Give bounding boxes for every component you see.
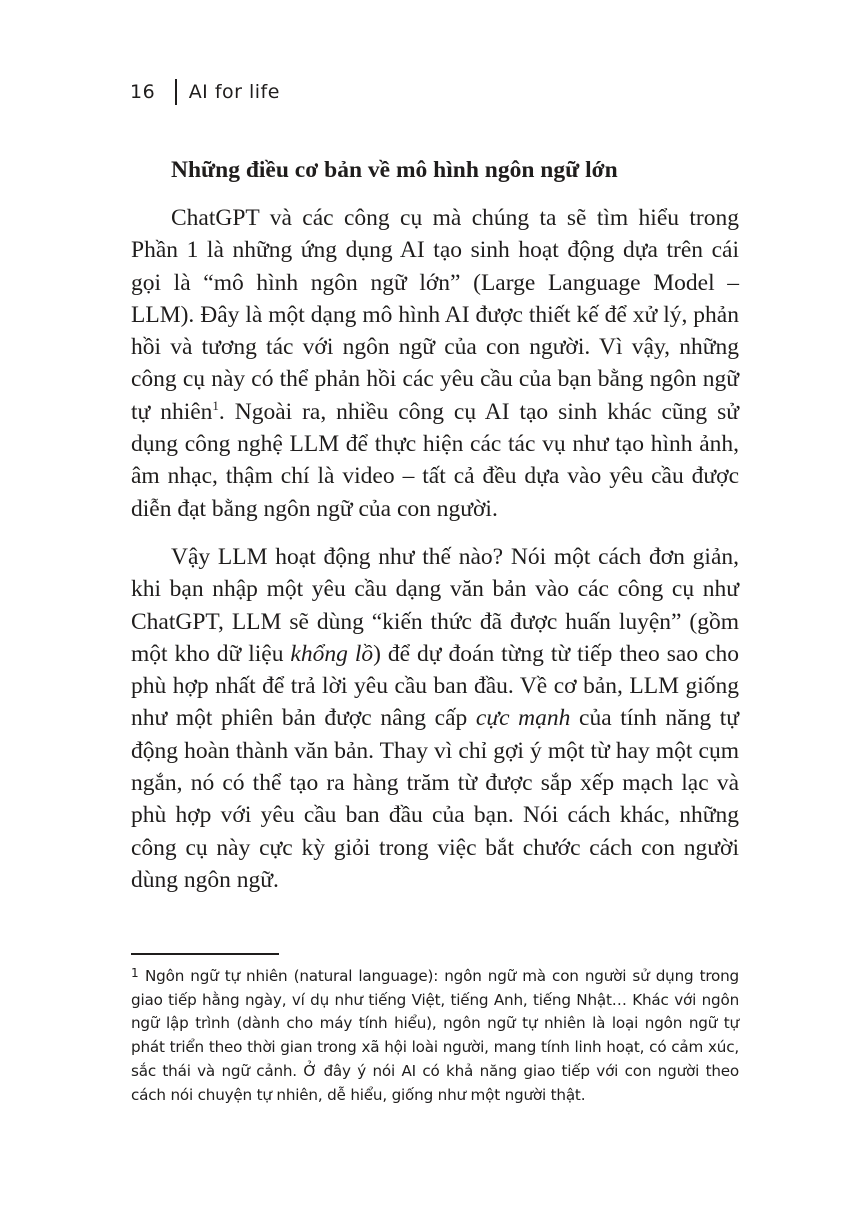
paragraph-2-emphasis-2: cực mạnh [475, 705, 571, 732]
footnote-text: Ngôn ngữ tự nhiên (natural language): ngôn ngữ mà con người sử dụng trong giao tiếp hằng ngày, ví dụ như tiếng Việt, tiếng Anh, tiếng Nhật… Khác với ngôn ngữ lập trình (dành cho máy tính hiểu), ngôn ngữ tự nhiên là loại ngôn ngữ tự phát triển theo thời gian trong xã hội loài người, mang tính linh hoạt, có cảm xúc, sắc thái và ngữ cảnh. Ở đây ý nói AI có khả năng giao tiếp với con người theo cách nói chuyện tự nhiên, dễ hiểu, giống như một người thật. [131, 967, 739, 1104]
paragraph-2-text-part-1: Vậy LLM hoạt động như thế nào? Nói một cách đơn giản, khi bạn nhập một yêu cầu dạng văn bản vào các công cụ như ChatGPT, LLM sẽ dùng “kiến thức đã được huấn luyện” (gồm một kho dữ liệu [131, 543, 739, 667]
paragraph-1-text: ChatGPT và các công cụ mà chúng ta sẽ tìm hiểu trong Phần 1 là những ứng dụng AI tạo sinh hoạt động dựa trên cái gọi là “mô hình ngôn ngữ lớn” (Large Language Model – LLM). Đây là một dạng mô hình AI được thiết kế để xử lý, phản hồi và tương tác với ngôn ngữ của con người. Vì vậy, những công cụ này có thể phản hồi các yêu cầu của bạn bằng ngôn ngữ tự nhiên [131, 205, 739, 425]
footnote-reference[interactable]: 1 [212, 397, 219, 413]
paragraph-2-emphasis-1: khổng lồ [290, 640, 374, 667]
section-heading: Những điều cơ bản về mô hình ngôn ngữ lớn [171, 157, 618, 183]
footnote [131, 962, 739, 1107]
header-divider [175, 79, 177, 105]
paragraph-2 [131, 541, 739, 896]
paragraph-1 [131, 202, 739, 525]
paragraph-1-text-continued: . Ngoài ra, nhiều công cụ AI tạo sinh khác cũng sử dụng công nghệ LLM để thực hiện các tác vụ như tạo hình ảnh, âm nhạc, thậm chí là video – tất cả đều dựa vào yêu cầu được diễn đạt bằng ngôn ngữ của con người. [131, 398, 739, 522]
page-header [130, 76, 280, 108]
paragraph-2-text-part-2: ) để dự đoán từng từ tiếp theo sao cho phù hợp nhất để trả lời yêu cầu ban đầu. Về cơ bản, LLM giống như một phiên bản được nâng cấp [131, 640, 739, 732]
page-number: 16 [130, 81, 156, 103]
footnote-divider [131, 953, 279, 955]
paragraph-2-text-part-3: của tính năng tự động hoàn thành văn bản. Thay vì chỉ gợi ý một từ hay một cụm ngắn, nó có thể tạo ra hàng trăm từ được sắp xếp mạch lạc và phù hợp với yêu cầu ban đầu của bạn. Nói cách khác, những công cụ này cực kỳ giỏi trong việc bắt chước cách con người dùng ngôn ngữ. [131, 705, 739, 893]
page-body [131, 150, 739, 896]
footnote-marker: 1 [131, 966, 139, 980]
book-title: AI for life [188, 81, 280, 103]
